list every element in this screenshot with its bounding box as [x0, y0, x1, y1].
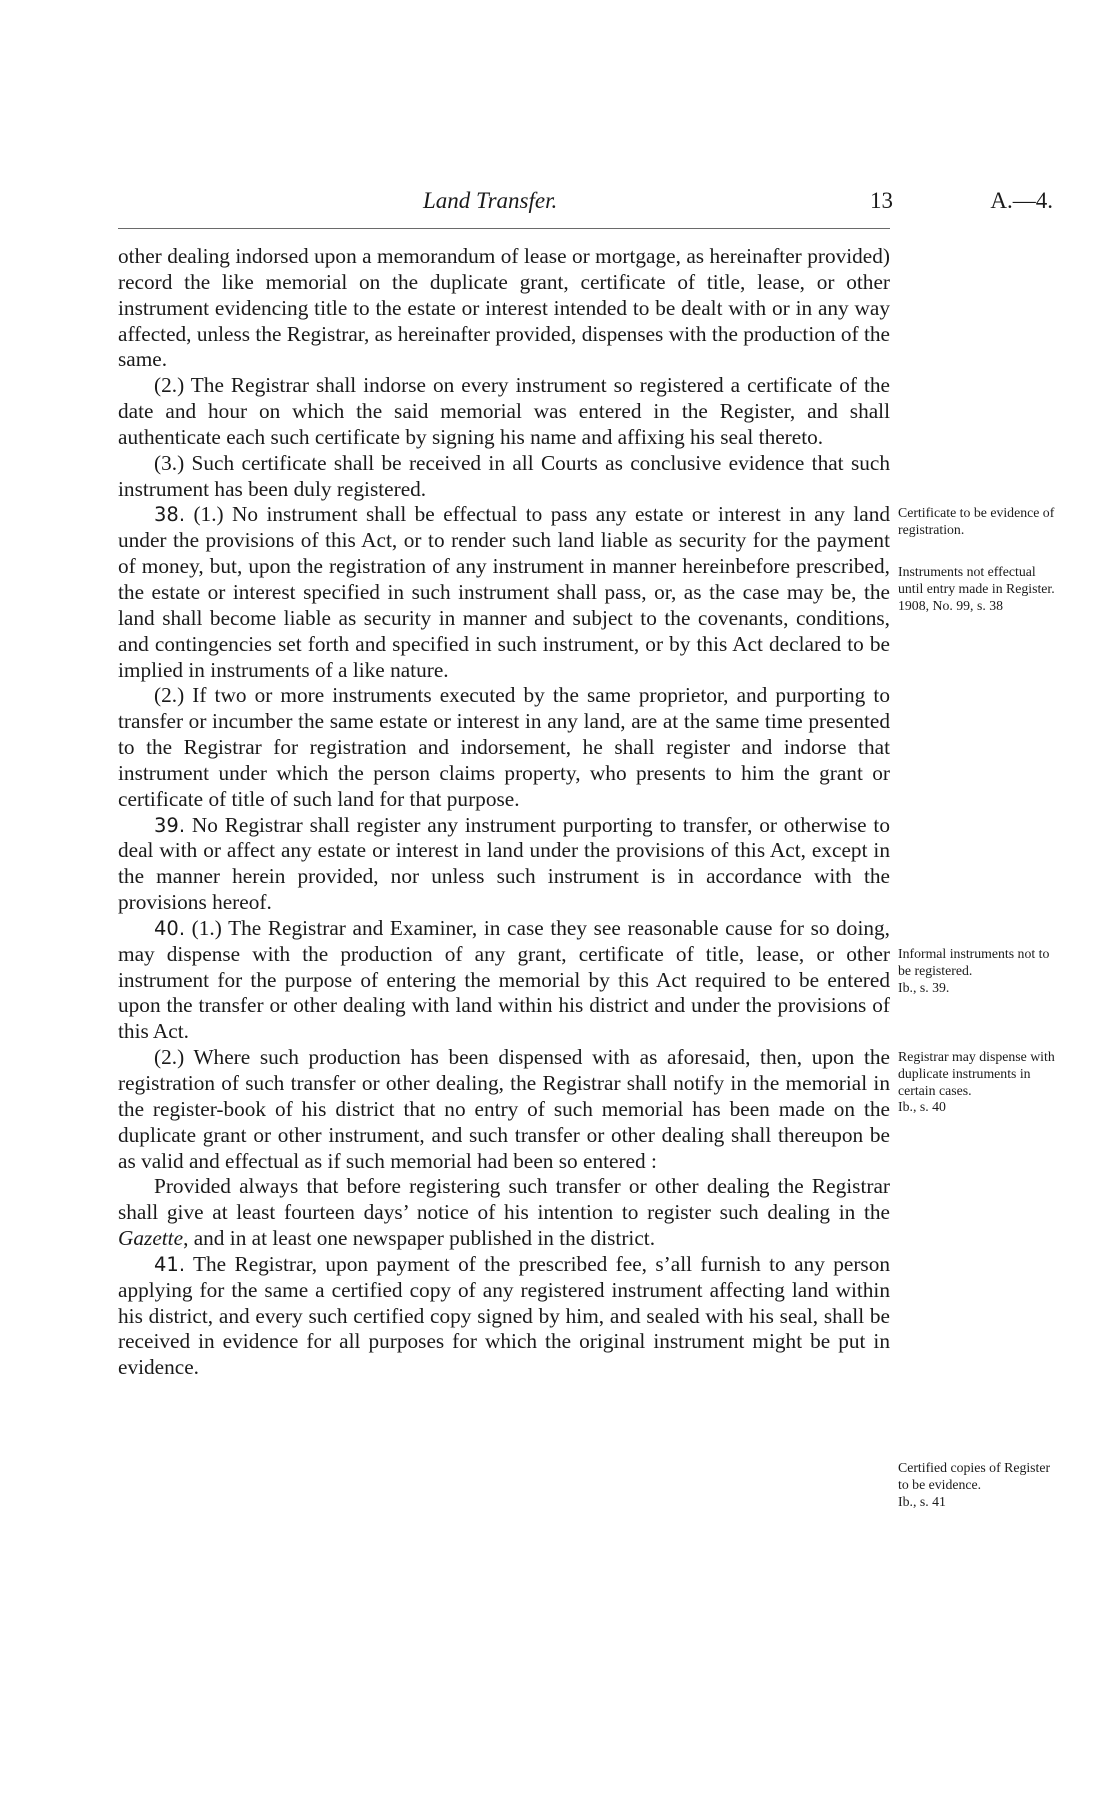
margin-note-heading: Instruments not effectual until entry made in Register. — [898, 564, 1055, 596]
margin-note-certified-copies — [898, 1460, 1060, 1510]
paragraph-39 — [118, 813, 890, 916]
margin-note-instruments-not-effectual — [898, 564, 1060, 614]
margin-note-citation: Ib., s. 41 — [898, 1493, 946, 1509]
header-rule — [118, 228, 890, 229]
paragraph-37-3: (3.) Such certificate shall be received in all Courts as conclusive evidence that such instrument has been duly registered. — [118, 450, 890, 501]
paragraph-40-1 — [118, 916, 890, 1045]
margin-note-heading: Informal instruments not to be registered. — [898, 946, 1050, 978]
paragraph-37-2: (2.) The Registrar shall indorse on every instrument so registered a certificate of the date and hour on which the said memorial was entered in the Register, and shall authenticate each such certificate by signing his name and affixing his seal thereto. — [118, 373, 890, 449]
page-header — [118, 188, 1053, 218]
section-number: 40. — [154, 916, 186, 940]
margin-note-heading: Registrar may dispense with duplicate instruments in certain cases. — [898, 1049, 1055, 1098]
paragraph-text: The Registrar, upon payment of the prescribed fee, s’all furnish to any person applying for the same a certified copy of any registered instrument affecting land within his district, and every such certified copy signed by him, and sealed with his seal, shall be received in evidence for all purposes for which the original instrument might be put in evidence. — [118, 1251, 890, 1380]
section-number: 39. — [154, 813, 186, 837]
margin-note-heading: Certified copies of Register to be evidence. — [898, 1460, 1051, 1492]
gazette-italic: Gazette — [118, 1226, 184, 1251]
margin-note-citation: Ib., s. 39. — [898, 979, 950, 995]
margin-note-citation: Ib., s. 40 — [898, 1099, 946, 1115]
margin-note-citation: 1908, No. 99, s. 38 — [898, 597, 1004, 613]
proviso-text-end: , and in at least one newspaper published in the district. — [183, 1226, 656, 1251]
paragraph-40-2: (2.) Where such production has been dispensed with as aforesaid, then, upon the registration of such transfer or other dealing, the Registrar shall notify in the memorial in the register-book of his district that no entry of such memorial has been made on the duplicate grant or other instrument, and such transfer or other dealing shall thereupon be as valid and effectual as if such memorial had been so entered : — [118, 1045, 890, 1173]
section-number: 38. — [154, 503, 186, 527]
proviso-text-start: Provided always that before registering such transfer or other dealing the Registrar shall give at least fourteen days’ notice of his intention to register such dealing in the — [118, 1174, 890, 1225]
paragraph-38-1 — [118, 502, 890, 683]
paragraph-text: (1.) The Registrar and Examiner, in case they see reasonable cause for so doing, may dispense with the production of any grant, certificate of title, lease, or other instrument for the purpose of entering the memorial by this Act required to be entered upon the transfer or other dealing with land within his district and under the provisions of this Act. — [118, 915, 890, 1044]
paragraph-continuation: other dealing indorsed upon a memorandum of lease or mortgage, as hereinafter provided) record the like memorial on the duplicate grant, certificate of title, lease, or other instrument evidencing title to the estate or interest intended to be dealt with or in any way affected, unless the Registrar, as hereinafter provided, dispenses with the production of the same. — [118, 244, 890, 372]
page-number: 13 — [870, 188, 893, 213]
section-number: 41. — [154, 1252, 186, 1276]
running-title: Land Transfer. — [423, 188, 558, 213]
body-text — [118, 244, 890, 1381]
paragraph-40-proviso — [118, 1174, 890, 1252]
paragraph-text: (1.) No instrument shall be effectual to pass any estate or interest in any land under the provisions of this Act, or to render such land liable as security for the payment of money, but, upon the registration of any instrument in manner hereinbefore prescribed, the estate or interest specified in such instrument shall pass, or, as the case may be, the land shall become liable as security in manner and subject to the covenants, conditions, and contingencies set forth and specified in such instrument, or by this Act declared to be implied in instruments of a like nature. — [118, 502, 890, 682]
margin-note-registrar-dispense — [898, 1049, 1060, 1116]
margin-note-informal-instruments — [898, 946, 1060, 996]
paragraph-41 — [118, 1252, 890, 1381]
margin-note-heading: Certificate to be evidence of registration. — [898, 505, 1055, 537]
margin-note-certificate-evidence — [898, 505, 1060, 539]
paragraph-38-2: (2.) If two or more instruments executed by the same proprietor, and purporting to transfer or incumber the same estate or interest in any land, are at the same time presented to the Registrar for registration and indorsement, he shall register and indorse that instrument under which the person claims property, who presents to him the grant or certificate of title of such land for that purpose. — [118, 683, 890, 811]
document-code: A.—4. — [990, 188, 1053, 213]
paragraph-text: No Registrar shall register any instrument purporting to transfer, or otherwise to deal with or affect any estate or interest in land under the provisions of this Act, except in the manner herein provided, nor unless such instrument is in accordance with the provisions hereof. — [118, 812, 890, 915]
